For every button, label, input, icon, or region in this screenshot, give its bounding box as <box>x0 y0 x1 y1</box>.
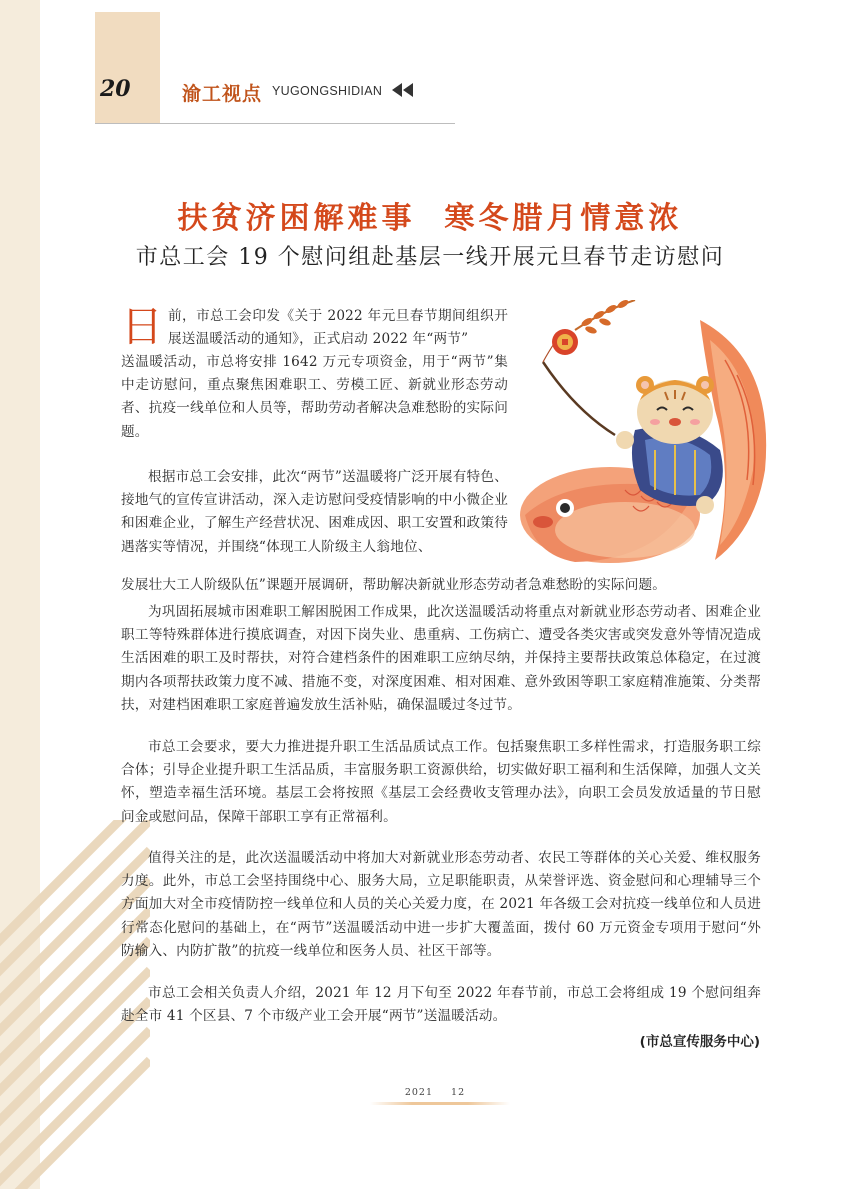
tiger-riding-carp-illustration <box>515 300 780 600</box>
section-title: 渝工视点 <box>182 83 263 105</box>
paragraph-2-end: 发展壮大工人阶级队伍”课题开展调研，帮助解决新就业形态劳动者急难愁盼的实际问题。 <box>121 577 667 593</box>
footer-issue: 2021 12 <box>404 1087 466 1098</box>
paragraph-1-lead: 前，市总工会印发《关于 2022 年元旦春节期间组织开展送温暖活动的通知》，正式启动 2022 年“两节” <box>168 308 508 348</box>
section-title-en: YUGONGSHIDIAN <box>272 84 383 98</box>
paragraph-4: 市总工会要求，要大力推进提升职工生活品质试点工作。包括聚焦职工多样性需求，打造服务职工综合体；引导企业提升职工生活品质，丰富服务职工资源供给，切实做好职工福利和生活保障，加强人文关怀，塑造幸福生活环境。基层工会将按照《基层工会经费收支管理办法》，向职工会员发放适量的节日慰问金或慰问品，保障干部职工享有正常福利。 <box>121 739 761 825</box>
paragraph-1: 送温暖活动，市总将安排 1642 万元专项资金，用于“两节”集中走访慰问，重点聚焦困难职工、劳模工匠、新就业形态劳动者、抗疫一线单位和人员等，帮助劳动者解决急难愁盼的实际问题。 <box>121 354 508 440</box>
article-title: 扶贫济困解难事 寒冬腊月情意浓 <box>177 201 683 236</box>
drop-cap: 日 <box>121 302 164 351</box>
paragraph-3: 为巩固拓展城市困难职工解困脱困工作成果，此次送温暖活动将重点对新就业形态劳动者、困难企业职工等特殊群体进行摸底调查，对因下岗失业、患重病、工伤病亡、遭受各类灾害或突发意外等情况造成生活困难的职工及时帮扶，对符合建档条件的困难职工应纳尽纳，并保持主要帮扶政策总体稳定，在过渡期内各项帮扶政策力度不减、措施不变，对深度困难、相对困难、意外致困等职工家庭精准施策、分类帮扶，对建档困难职工家庭普遍发放生活补贴，确保温暖过冬过节。 <box>121 604 761 713</box>
paragraph-5: 值得关注的是，此次送温暖活动中将加大对新就业形态劳动者、农民工等群体的关心关爱、维权服务力度。此外，市总工会坚持围绕中心、服务大局，立足职能职责，从荣誉评选、资金慰问和心理辅导三个方面加大对全市疫情防控一线单位和人员的关心关爱力度，在 2021 年各级工会对抗疫一线单位和人员进行常态化慰问的基础上，在“两节”送温暖活动中进一步扩大覆盖面，拨付 60 万元资金专项用于慰问“外防输入、内防扩散”的抗疫一线单位和医务人员、社区干部等。 <box>121 850 761 959</box>
paragraph-2: 根据市总工会安排，此次“两节”送温暖将广泛开展有特色、接地气的宣传宣讲活动，深入走访慰问受疫情影响的中小微企业和困难企业，了解生产经营状况、困难成因、职工安置和政策待遇落实等情况，并围绕“体现工人阶级主人翁地位、 <box>121 469 508 555</box>
header-divider <box>95 123 455 124</box>
header-tab <box>95 12 160 124</box>
double-left-arrow-icon <box>392 83 414 97</box>
paragraph-6: 市总工会相关负责人介绍，2021 年 12 月下旬至 2022 年春节前，市总工会将组成 19 个慰问组奔赴全市 41 个区县、7 个市级产业工会开展“两节”送温暖活动。 <box>121 985 761 1025</box>
page-number: 20 <box>100 76 131 102</box>
article-subtitle: 市总工会 19 个慰问组赴基层一线开展元旦春节走访慰问 <box>135 245 725 270</box>
article-credit: (市总宣传服务中心) <box>639 1034 760 1050</box>
footer-divider <box>370 1102 510 1105</box>
